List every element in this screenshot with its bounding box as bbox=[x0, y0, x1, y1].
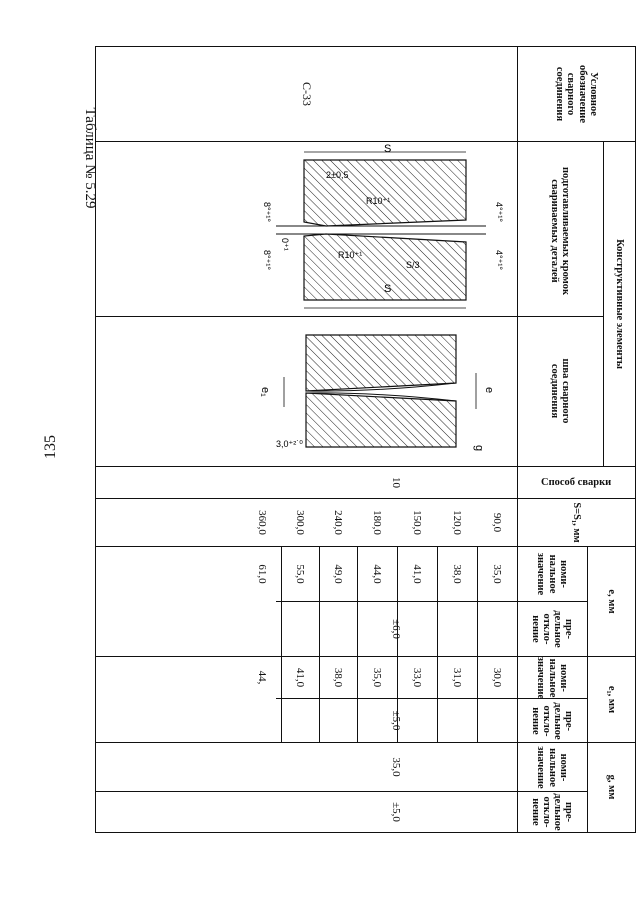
e1-value: 41,0 bbox=[294, 667, 307, 688]
page-number: 135 bbox=[42, 435, 59, 459]
e-value: 49,0 bbox=[332, 564, 345, 584]
header-e1: e₁, мм bbox=[605, 685, 617, 714]
s-value: 120,0 bbox=[451, 510, 464, 535]
s-value: 150,0 bbox=[411, 510, 424, 535]
label-radius-top: R10⁺¹ bbox=[366, 196, 391, 206]
header-e1-deviation: пре- дельное откло- нение bbox=[529, 702, 575, 740]
e-deviation-value: ±6,0 bbox=[390, 619, 402, 639]
header-e1-nominal: номи- нальное значение bbox=[535, 656, 569, 700]
label-angle-bot2: 8°⁺¹° bbox=[262, 250, 272, 270]
label-s1: S bbox=[384, 283, 392, 295]
label-e1: e₁ bbox=[259, 387, 271, 397]
s-value: 360,0 bbox=[256, 510, 268, 535]
header-thickness: S=S₁, мм bbox=[571, 502, 583, 543]
s-value: 300,0 bbox=[294, 510, 307, 535]
e-value: 35,0 bbox=[491, 564, 503, 584]
table-title: Таблица № 5.29 bbox=[82, 107, 98, 209]
e1-value: 33,0 bbox=[411, 667, 424, 688]
header-designation: Условное обозначение сварного соединения bbox=[554, 64, 599, 124]
header-weld-seam: шва сварного соединения bbox=[549, 358, 572, 424]
s-value: 90,0 bbox=[491, 512, 503, 533]
method-value: 10 bbox=[390, 477, 402, 488]
header-g-nominal: номи- нальное значение bbox=[535, 746, 569, 789]
e1-value: 31,0 bbox=[451, 667, 464, 688]
e1-value: 35,0 bbox=[371, 667, 384, 688]
e1-value: 38,0 bbox=[332, 667, 345, 688]
s-value: 180,0 bbox=[371, 510, 384, 535]
seam-upper-plate bbox=[306, 335, 456, 391]
g-nominal-value: 35,0 bbox=[390, 757, 402, 777]
header-e-nominal: номи- нальное значение bbox=[535, 552, 569, 596]
label-gap: 0⁺¹ bbox=[280, 238, 290, 251]
e-value: 61,0 bbox=[256, 564, 268, 584]
label-g-tol: 3,0⁺²˙⁰ bbox=[276, 439, 303, 449]
g-deviation-value: ±5,0 bbox=[390, 802, 402, 822]
e-value: 41,0 bbox=[411, 564, 424, 584]
label-s: S bbox=[384, 143, 392, 155]
e1-value: 44, bbox=[256, 670, 268, 685]
label-angle-bot: 8°⁺¹° bbox=[262, 202, 272, 222]
header-structural: Конструктивные элементы bbox=[613, 239, 625, 369]
label-angle-top: 4°⁺¹° bbox=[494, 202, 504, 222]
e1-deviation-value: ±5,0 bbox=[390, 710, 402, 731]
edge-prep-drawing bbox=[96, 142, 516, 316]
e1-value: 30,0 bbox=[491, 667, 503, 688]
weld-seam-drawing bbox=[96, 317, 516, 465]
header-e: e, мм bbox=[605, 589, 617, 614]
welding-table bbox=[95, 46, 636, 833]
label-s3: S/3 bbox=[406, 260, 420, 270]
header-method: Способ сварки bbox=[541, 476, 612, 488]
header-prepared-edges: подготавливаемых кромок свариваемых деталей bbox=[549, 167, 572, 295]
e-value: 44,0 bbox=[371, 564, 384, 584]
label-angle-top2: 4°⁺¹° bbox=[494, 250, 504, 270]
label-land: 2±0,5 bbox=[326, 170, 349, 180]
label-e: e bbox=[483, 387, 495, 394]
header-g-deviation: пре- дельное откло- нение bbox=[529, 793, 575, 831]
header-e-deviation: пре- дельное откло- нение bbox=[529, 610, 575, 648]
label-g: g bbox=[473, 445, 485, 452]
e-value: 55,0 bbox=[294, 564, 307, 584]
label-radius-bot: R10⁺¹ bbox=[338, 250, 363, 260]
seam-lower-plate bbox=[306, 393, 456, 447]
designation-value: С-33 bbox=[300, 82, 315, 106]
s-value: 240,0 bbox=[332, 510, 345, 535]
e-value: 38,0 bbox=[451, 564, 464, 584]
header-g: g, мм bbox=[605, 774, 617, 800]
